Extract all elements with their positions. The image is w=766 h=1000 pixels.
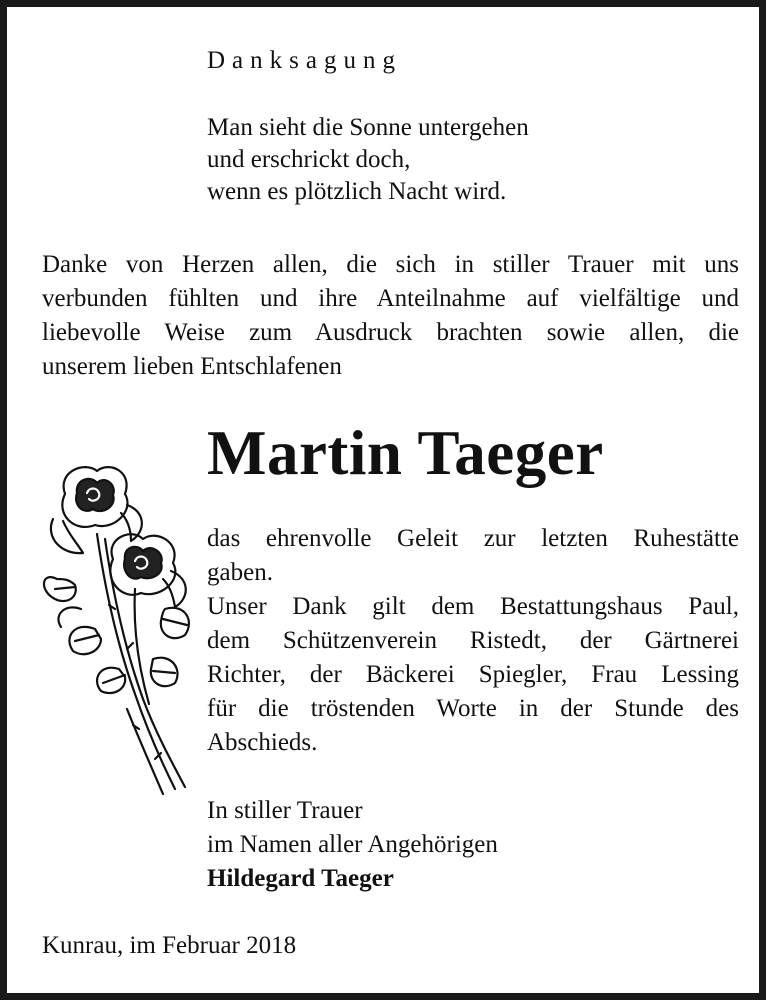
poem-line: und erschrickt doch,: [207, 146, 411, 173]
intro-paragraph: [42, 248, 739, 384]
body-line: gaben.: [207, 559, 273, 586]
closing-line: im Namen aller Angehörigen: [207, 831, 498, 858]
body-line: Richter, der Bäckerei Spiegler, Frau Lessing: [207, 661, 739, 688]
closing-line: In stiller Trauer: [207, 797, 363, 824]
notice-heading: Danksagung: [207, 47, 402, 74]
body-line: dem Schützenverein Ristedt, der Gärtnerei: [207, 627, 739, 654]
intro-line: liebevolle Weise zum Ausdruck brachten sowie allen, die: [42, 319, 739, 346]
body-paragraph: [207, 522, 739, 760]
body-line: Abschieds.: [207, 729, 318, 756]
intro-line: unserem lieben Entschlafenen: [42, 353, 342, 380]
signature: Hildegard Taeger: [207, 865, 394, 892]
body-line: Unser Dank gilt dem Bestattungshaus Paul,: [207, 593, 739, 620]
intro-line: verbunden fühlten und ihre Anteilnahme auf vielfältige und: [42, 285, 739, 312]
closing-block: [207, 794, 498, 896]
place-date: Kunrau, im Februar 2018: [42, 932, 297, 959]
deceased-name: Martin Taeger: [207, 418, 604, 488]
body-line: für die tröstenden Worte in der Stunde des: [207, 695, 739, 722]
intro-line: Danke von Herzen allen, die sich in stiller Trauer mit uns: [42, 251, 739, 278]
roses-illustration: [35, 459, 205, 799]
poem-line: Man sieht die Sonne untergehen: [207, 114, 529, 141]
poem: [207, 112, 529, 208]
body-line: das ehrenvolle Geleit zur letzten Ruhestätte: [207, 525, 739, 552]
poem-line: wenn es plötzlich Nacht wird.: [207, 178, 507, 205]
